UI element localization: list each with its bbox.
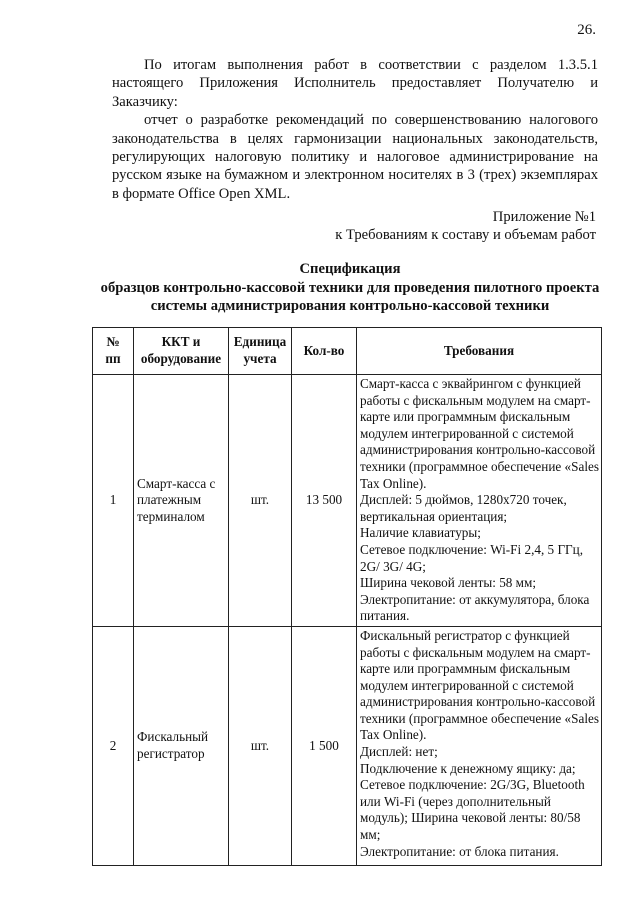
requirement-line: Сетевое подключение: Wi-Fi 2,4, 5 ГГц, 2G/ 3G/ 4G; bbox=[360, 541, 584, 574]
spec-heading bbox=[100, 260, 600, 316]
header-unit bbox=[229, 328, 292, 375]
header-kkt bbox=[134, 328, 229, 375]
requirement-line: Электропитание: от блока питания. bbox=[360, 843, 559, 859]
header-unit-line2: учета bbox=[243, 351, 277, 366]
requirement-line: Фискальный регистратор с функцией работы с фискальным модулем на смарт-карте или программным фискальным модулем интегрированной с системой администрирования контрольно-кассовой техники (программное обеспечение «Sales Tax Online). bbox=[360, 627, 599, 743]
requirement-line: Наличие клавиатуры; bbox=[360, 525, 481, 541]
requirement-line: Ширина чековой ленты: 58 мм; bbox=[360, 575, 537, 591]
cell-name: Фискальный регистратор bbox=[134, 626, 229, 865]
header-no-line1: № bbox=[106, 334, 120, 350]
page-number: 26. bbox=[577, 22, 596, 38]
requirement-line: Дисплей: нет; bbox=[360, 744, 438, 760]
requirement-line: Сетевое подключение: 2G/3G, Bluetooth или Wi-Fi (через дополнительный модуль); Ширина чековой ленты: 80/58 мм; bbox=[360, 777, 585, 843]
header-kkt-line2: оборудование bbox=[140, 351, 222, 366]
cell-qty: 13 500 bbox=[292, 375, 357, 627]
appendix-caption bbox=[335, 208, 596, 245]
cell-qty: 1 500 bbox=[292, 626, 357, 865]
cell-no: 1 bbox=[93, 375, 134, 627]
requirement-line: Дисплей: 5 дюймов, 1280x720 точек, вертикальная ориентация; bbox=[360, 492, 567, 524]
intro-paragraph-2: отчет о разработке рекомендаций по совершенствованию налогового законодательства в целях гармонизации национальных законодательств, регулирующих налоговую политику и налоговое администрирование на русском языке на бумажном и электронном носителях в 3 (трех) экземплярах в формате Office Open XML. bbox=[112, 112, 598, 202]
spec-title: Спецификация bbox=[299, 261, 401, 277]
intro-section bbox=[112, 56, 598, 203]
appendix-line-1: Приложение №1 bbox=[492, 209, 596, 225]
cell-unit: шт. bbox=[229, 375, 292, 627]
cell-requirements bbox=[357, 375, 602, 627]
cell-name: Смарт-касса с платежным терминалом bbox=[134, 375, 229, 627]
requirement-line: Электропитание: от аккумулятора, блока питания. bbox=[360, 591, 590, 624]
header-no-line2: пп bbox=[105, 351, 121, 366]
requirement-line: Подключение к денежному ящику: да; bbox=[360, 760, 576, 776]
header-no bbox=[93, 328, 134, 375]
cell-no: 2 bbox=[93, 626, 134, 865]
header-requirements: Требования bbox=[357, 328, 602, 375]
appendix-line-2: к Требованиям к составу и объемам работ bbox=[335, 227, 596, 244]
spec-subtitle: образцов контрольно-кассовой техники для проведения пилотного проекта системы администрирования контрольно-кассовой техники bbox=[100, 279, 600, 314]
header-unit-line1: Единица bbox=[233, 334, 287, 350]
requirement-line: Смарт-касса с эквайрингом с функцией работы с фискальным модулем на смарт-карте или программным фискальным модулем интегрированной с системой администрирования контрольно-кассовой техники (программное обеспечение «Sales Tax Online). bbox=[360, 376, 599, 491]
table-header-row bbox=[93, 328, 602, 375]
intro-paragraph-1: По итогам выполнения работ в соответствии с разделом 1.3.5.1 настоящего Приложения Исполнитель предоставляет Получателю и Заказчику: bbox=[112, 57, 598, 110]
cell-requirements bbox=[357, 626, 602, 865]
table-row bbox=[93, 626, 602, 865]
header-qty: Кол-во bbox=[292, 328, 357, 375]
table-row bbox=[93, 375, 602, 627]
cell-unit: шт. bbox=[229, 626, 292, 865]
header-kkt-line1: ККТ и bbox=[161, 334, 201, 350]
spec-table bbox=[92, 327, 602, 866]
